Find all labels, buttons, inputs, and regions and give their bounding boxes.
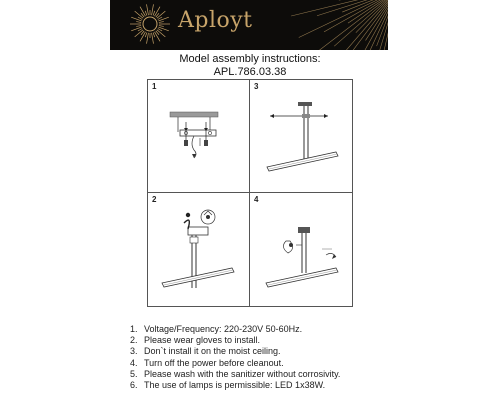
light-rays-decoration-icon [278,0,388,50]
list-item: 2. Please wear gloves to install. [130,335,261,346]
list-item: 3. Don`t install it on the moist ceiling. [130,346,281,357]
step-panel-2 [148,193,249,305]
step-panel-4 [250,193,351,305]
step-number: 3 [254,82,259,91]
list-item: 6. The use of lamps is permissible: LED 1x38W. [130,380,326,391]
step-number: 1 [152,82,157,91]
instruction-notes-list [130,324,340,391]
list-item: 5. Please wash with the sanitizer without corrosivity. [130,368,341,379]
list-item: 1. Voltage/Frequency: 220-230V 50-60Hz. [130,324,303,334]
step-number: 4 [254,195,259,204]
final-installation-drawing [250,193,351,305]
brand-name: Aployt [178,8,253,33]
step-number: 2 [152,195,157,204]
step-panel-3 [250,80,351,192]
lamp-suspension-drawing [250,80,351,192]
title-line: Model assembly instructions: [179,53,321,65]
list-item: 4. Turn off the power before cleanout. [130,357,284,368]
ceiling-bracket-mounting-drawing [148,80,249,192]
assembly-diagram-grid [147,79,353,307]
model-number: APL.786.03.38 [213,66,287,78]
cable-connection-drawing [148,193,249,305]
document-title [0,53,500,79]
step-panel-1 [148,80,249,192]
brand-banner [110,0,388,50]
